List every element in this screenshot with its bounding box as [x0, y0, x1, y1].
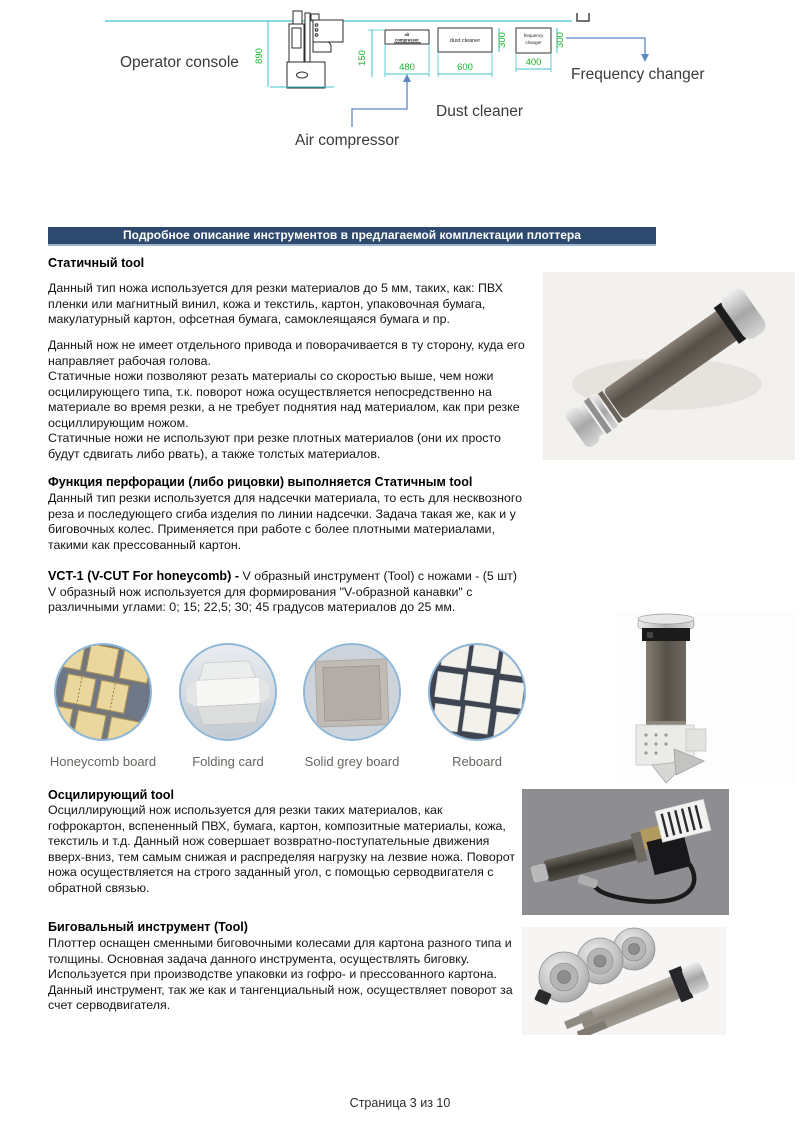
vcut-block [48, 569, 536, 616]
heading-creasing: Биговальный инструмент (Tool) [48, 920, 248, 934]
heading-oscillating: Осцилирующий tool [48, 788, 174, 802]
dust-box-label: dust cleaner [449, 38, 481, 44]
heading-static-tool: Статичный tool [48, 256, 145, 270]
oscillating-paragraph: Осциллирующий нож используется для резки таких материалов, как гофрокартон, вспененный ПВХ, бумага, картон, композитные материалы, кожа, текстиль и т.д. Данный нож совершает возвратно-поступательные движения вверх-вниз, тем самым снижая и распределяя нагрузку на лезвие ножа. Поворот ножа осуществляется на строго заданный угол, с помощью серводвигателя с обратной связью. [48, 803, 516, 895]
arrowhead-frequency [641, 54, 649, 62]
gallery-item-solid-grey [293, 643, 411, 769]
leader-arrow-air [352, 81, 407, 127]
label-frequency-changer: Frequency changer [571, 66, 705, 83]
layout-diagram [0, 0, 800, 170]
arrowhead-air [403, 74, 411, 82]
air-box-label-2: compressor [395, 37, 419, 43]
operator-console-drawing [287, 11, 343, 88]
dim-600: 600 [457, 62, 473, 73]
label-air-compressor: Air compressor [295, 132, 400, 149]
vcut-paragraph: V образный нож используется для формирования "V-образной канавки" с различными углами: 0; 15; 22,5; 30; 45 градусов материалов до 25 мм. [48, 584, 473, 614]
static-tool-paragraph-2: Данный нож не имеет отдельного привода и поворачивается в ту сторону, куда его направляет рабочая голова. [48, 338, 525, 368]
heading-vcut: VCT-1 (V-CUT For honeycomb) - [48, 569, 243, 583]
label-operator-console: Operator console [120, 54, 239, 71]
dim-300-freq: 300 [555, 32, 566, 48]
freq-box-label-2: changer [525, 40, 542, 45]
oscillating-tool-photo [522, 789, 729, 915]
folding-card-image [179, 643, 277, 741]
heading-vcut-rest: V образный инструмент (Tool) с ножами - (5 шт) [242, 569, 517, 583]
freq-box-label-1: frequency [523, 33, 544, 38]
reboard-image [428, 643, 526, 741]
vcut-tool-photo [616, 611, 796, 784]
caption-reboard: Reboard [452, 754, 502, 769]
static-tool-paragraph-group [48, 338, 532, 462]
static-tool-photo [543, 272, 795, 460]
static-tool-paragraph-1: Данный тип ножа используется для резки материалов до 5 мм, таких, как: ПВХ пленки или магнитный винил, кожа и текстиль, картон, упаковочная бумага, макулатурный картон, офсетная бумага, самоклеящаяся бумага и пр. [48, 281, 503, 326]
gallery-item-folding-card [169, 643, 287, 769]
honeycomb-board-image [54, 643, 152, 741]
static-tool-paragraph-4: Статичные ножи не используют при резке плотных материалов (они их просто будут сдвигать либо рвать), а также толстых материалов. [48, 431, 501, 461]
creasing-tool-photo [522, 927, 726, 1035]
page-number: Страница 3 из 10 [349, 1096, 451, 1110]
gallery-item-honeycomb [44, 643, 162, 769]
heading-perforation: Функция перфорации (либо рицовки) выполняется Статичным tool [48, 475, 473, 489]
creasing-paragraph: Плоттер оснащен сменными биговочными колесами для картона разного типа и толщины. Основная задача данного инструмента, осуществлять биговку. Используется при производстве упаковки из гофро- и прессованного картона. Данный инструмент, так же как и тангенциальный нож, осуществляет поворот за счет серводвигателя. [48, 936, 513, 1012]
dim-890: 890 [254, 48, 265, 64]
static-tool-paragraph-3: Статичные ножи позволяют резать материалы со скоростью выше, чем ножи осцилирующего типа, т.к. поворот ножа осуществляется непосредственно на материале во время резки, а не требует поднятия над материалом, как при резке осциллирующим ножом. [48, 369, 520, 430]
caption-solid-grey-board: Solid grey board [304, 754, 400, 769]
caption-folding-card: Folding card [192, 754, 264, 769]
dim-480: 480 [399, 62, 415, 73]
dim-150: 150 [357, 50, 368, 66]
perforation-paragraph: Данный тип резки используется для надсечки материала, то есть для несквозного реза и последующего сгиба изделия по линии надсечки. Задача такая же, как и у биговочных колес. Применяется при работе с более плотными материалами, такими как прессованный картон. [48, 491, 523, 552]
dim-400: 400 [525, 57, 542, 68]
label-dust-cleaner: Dust cleaner [436, 103, 524, 120]
solid-grey-board-image [303, 643, 401, 741]
dim-300-dust: 300 [497, 32, 508, 48]
end-bracket-shape [577, 13, 589, 21]
air-box-label-1: air [404, 32, 410, 37]
caption-honeycomb-board: Honeycomb board [49, 754, 157, 769]
gallery-item-reboard [418, 643, 536, 769]
section-title-bar: Подробное описание инструментов в предлагаемой комплектации плоттера [48, 227, 656, 246]
leader-arrow-frequency [566, 38, 645, 55]
